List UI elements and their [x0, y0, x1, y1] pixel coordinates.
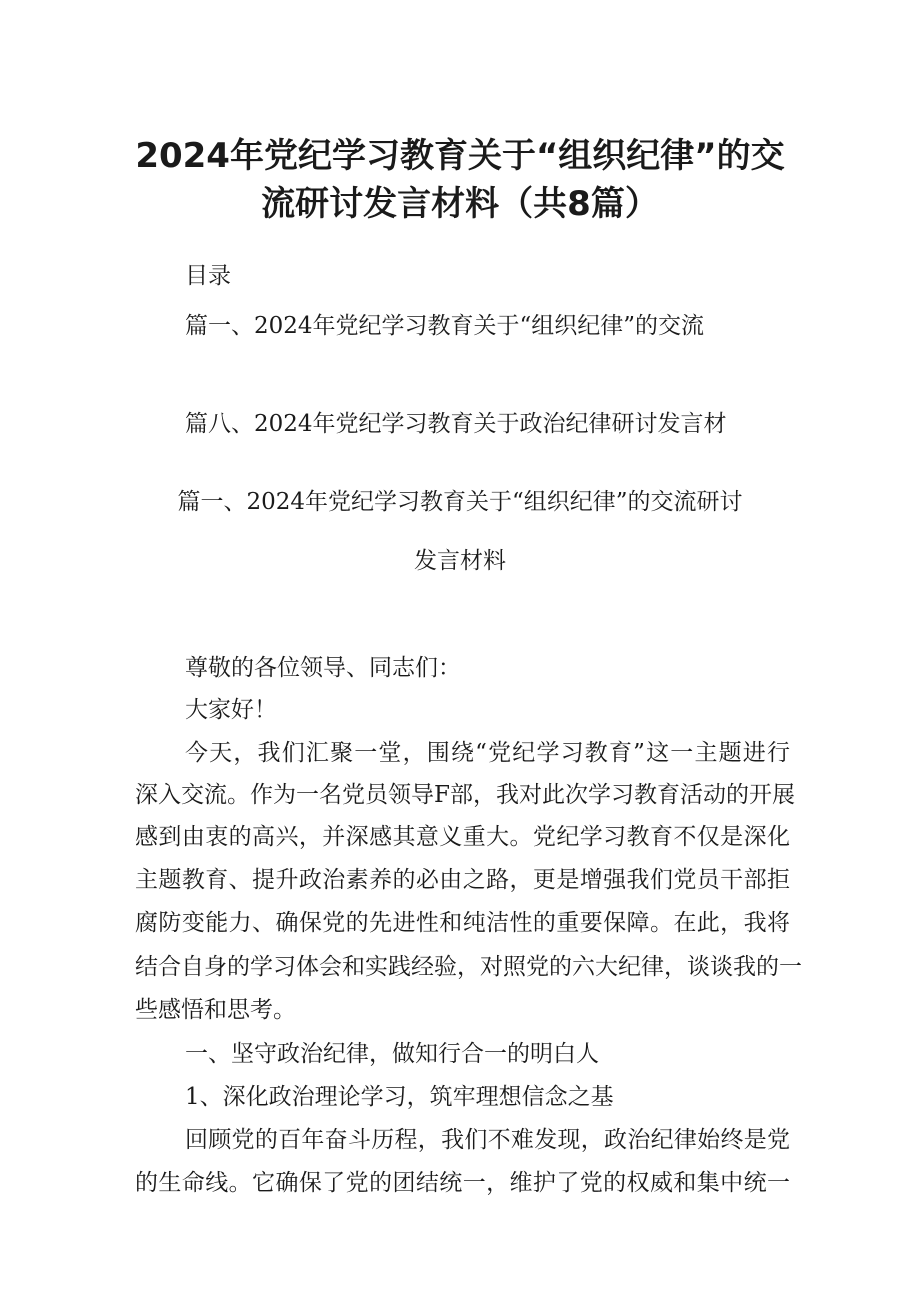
paragraph1-line-2: 深入交流。作为一名党员领导F部，我对此次学习教育活动的开展 — [135, 782, 795, 808]
paragraph1-line-1: 今天，我们汇聚一堂，围绕“党纪学习教育”这一主题进行 — [185, 740, 790, 766]
paragraph1-line-5: 腐防变能力、确保党的先进性和纯洁性的重要保障。在此，我将 — [135, 910, 790, 936]
paragraph2-line-2: 的生命线。它确保了党的团结统一，维护了党的权威和集中统一 — [135, 1170, 790, 1196]
paragraph1-line-4: 主题教育、提升政治素养的必由之路，更是增强我们党员干部拒 — [135, 867, 790, 893]
salutation: 尊敬的各位领导、同志们： — [185, 655, 461, 681]
document-title-line-1: 2024年党纪学习教育关于“组织纪律”的交 — [135, 136, 785, 176]
toc-item-8: 篇八、2024年党纪学习教育关于政治纪律研讨发言材 — [185, 411, 727, 437]
toc-heading: 目录 — [185, 263, 231, 289]
paragraph1-line-6: 结合自身的学习体会和实践经验，对照党的六大纪律，谈谈我的一 — [135, 954, 802, 980]
heading-political-discipline: 一、坚守政治纪律，做知行合一的明白人 — [185, 1041, 599, 1067]
paragraph1-line-7: 些感悟和思考。 — [135, 997, 296, 1023]
paragraph1-line-3: 感到由衷的高兴，并深感其意义重大。党纪学习教育不仅是深化 — [135, 824, 790, 850]
greeting: 大家好！ — [185, 697, 277, 723]
paragraph2-line-1: 回顾党的百年奋斗历程，我们不难发现，政治纪律始终是党 — [185, 1127, 790, 1153]
toc-item-1: 篇一、2024年党纪学习教育关于“组织纪律”的交流 — [185, 313, 705, 339]
section-title-line-1: 篇一、2024年党纪学习教育关于“组织纪律”的交流研讨 — [177, 489, 743, 515]
section-title-line-2: 发言材料 — [414, 548, 506, 574]
document-title-line-2: 流研讨发言材料（共8篇） — [261, 184, 659, 224]
subheading-theory-study: 1、深化政治理论学习，筑牢理想信念之基 — [185, 1084, 614, 1110]
